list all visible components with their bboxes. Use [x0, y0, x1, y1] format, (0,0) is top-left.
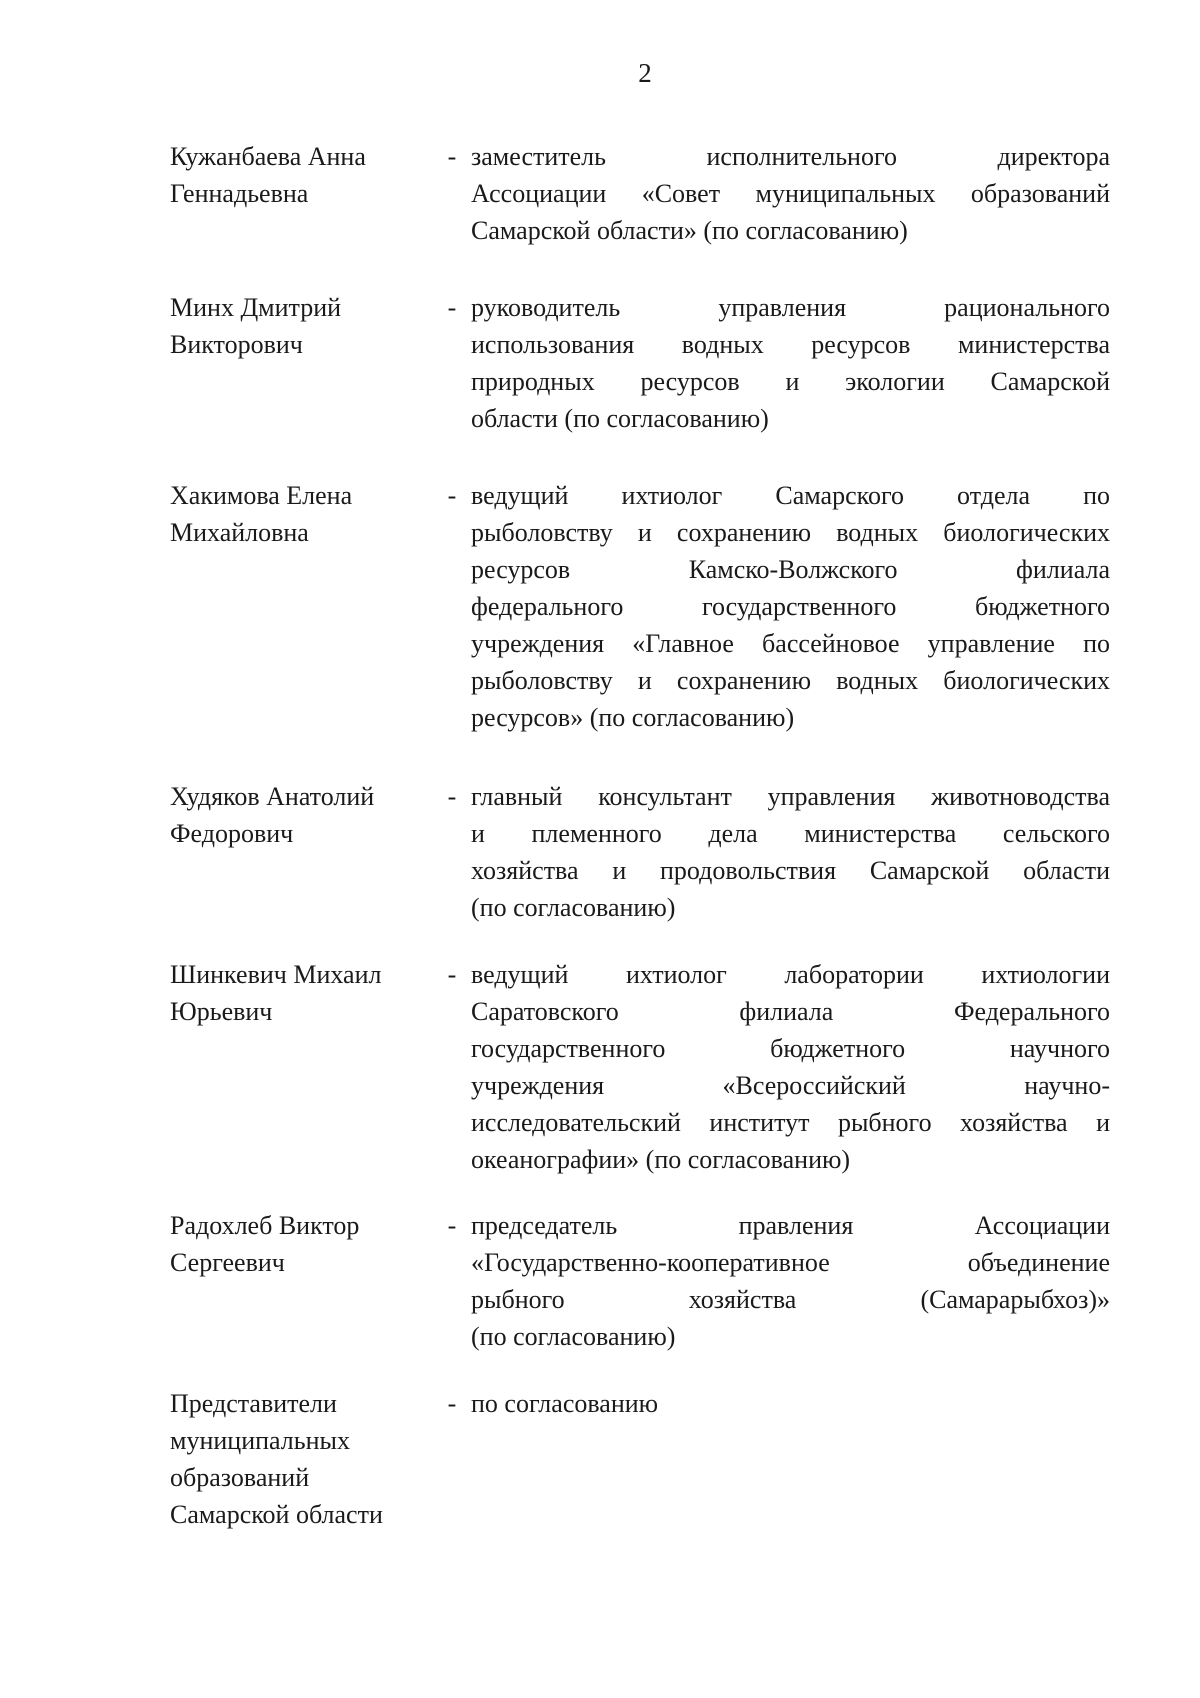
name-line: Радохлеб Виктор — [170, 1211, 360, 1240]
member-name — [170, 956, 433, 1030]
member-row — [170, 1385, 1110, 1533]
name-line: Минх Дмитрий — [170, 293, 342, 322]
role-line: ведущий ихтиолог Самарского отдела по — [471, 481, 1110, 510]
name-line: муниципальных — [170, 1426, 351, 1455]
role-line: и племенного дела министерства сельского — [471, 819, 1110, 848]
name-line: Михайловна — [170, 518, 309, 547]
member-role — [471, 956, 1110, 1178]
name-line: Представители — [170, 1389, 337, 1418]
dash-separator: - — [447, 481, 457, 510]
name-line: Юрьевич — [170, 997, 273, 1026]
role-line: Саратовского филиала Федерального — [471, 997, 1110, 1026]
member-row — [170, 138, 1110, 249]
page-number: 2 — [638, 58, 652, 88]
role-line: рыбного хозяйства (Самарарыбхоз)» — [471, 1285, 1110, 1314]
role-line: «Государственно-кооперативное объединение — [471, 1248, 1110, 1277]
role-line: главный консультант управления животноводства — [471, 782, 1110, 811]
dash-separator: - — [447, 782, 457, 811]
role-line: хозяйства и продовольствия Самарской области — [471, 856, 1110, 885]
member-name — [170, 138, 433, 212]
role-line: использования водных ресурсов министерства — [471, 330, 1110, 359]
name-line: Сергеевич — [170, 1248, 285, 1277]
role-line: заместитель исполнительного директора — [471, 142, 1110, 171]
role-line: Самарской области» (по согласованию) — [471, 216, 908, 245]
role-line: руководитель управления рационального — [471, 293, 1110, 322]
name-line: образований — [170, 1463, 310, 1492]
member-name — [170, 1207, 433, 1281]
role-line: федерального государственного бюджетного — [471, 592, 1110, 621]
role-line: исследовательский институт рыбного хозяйства и — [471, 1108, 1110, 1137]
member-row — [170, 1207, 1110, 1355]
member-role — [471, 778, 1110, 926]
member-role — [471, 477, 1110, 736]
member-role — [471, 289, 1110, 437]
role-line: ведущий ихтиолог лаборатории ихтиологии — [471, 960, 1110, 989]
role-line: природных ресурсов и экологии Самарской — [471, 367, 1110, 396]
name-line: Федорович — [170, 819, 294, 848]
member-row — [170, 477, 1110, 736]
member-row — [170, 778, 1110, 926]
role-line: Ассоциации «Совет муниципальных образований — [471, 179, 1110, 208]
name-line: Викторович — [170, 330, 303, 359]
name-line: Самарской области — [170, 1500, 383, 1529]
dash-separator: - — [447, 142, 457, 171]
role-line: учреждения «Всероссийский научно- — [471, 1071, 1110, 1100]
role-line: ресурсов Камско-Волжского филиала — [471, 555, 1110, 584]
role-line: государственного бюджетного научного — [471, 1034, 1110, 1063]
member-name — [170, 778, 433, 852]
role-line: рыболовству и сохранению водных биологических — [471, 518, 1110, 547]
member-name — [170, 1385, 433, 1533]
member-list — [170, 138, 1110, 1533]
role-line: области (по согласованию) — [471, 404, 769, 433]
member-role — [471, 1385, 1110, 1422]
dash-separator: - — [447, 293, 457, 322]
role-line: ресурсов» (по согласованию) — [471, 703, 795, 732]
role-line: океанографии» (по согласованию) — [471, 1145, 851, 1174]
role-line: (по согласованию) — [471, 1322, 676, 1351]
dash-separator: - — [447, 1211, 457, 1240]
name-line: Шинкевич Михаил — [170, 960, 382, 989]
dash-separator: - — [447, 1389, 457, 1418]
name-line: Хакимова Елена — [170, 481, 353, 510]
name-line: Геннадьевна — [170, 179, 309, 208]
role-line: (по согласованию) — [471, 893, 676, 922]
role-line: председатель правления Ассоциации — [471, 1211, 1110, 1240]
role-line: по согласованию — [471, 1389, 659, 1418]
role-line: учреждения «Главное бассейновое управление по — [471, 629, 1110, 658]
member-row — [170, 289, 1110, 437]
member-name — [170, 289, 433, 363]
member-role — [471, 1207, 1110, 1355]
role-line: рыболовству и сохранению водных биологических — [471, 666, 1110, 695]
dash-separator: - — [447, 960, 457, 989]
name-line: Худяков Анатолий — [170, 782, 375, 811]
member-role — [471, 138, 1110, 249]
member-row — [170, 956, 1110, 1178]
member-name — [170, 477, 433, 551]
name-line: Кужанбаева Анна — [170, 142, 366, 171]
